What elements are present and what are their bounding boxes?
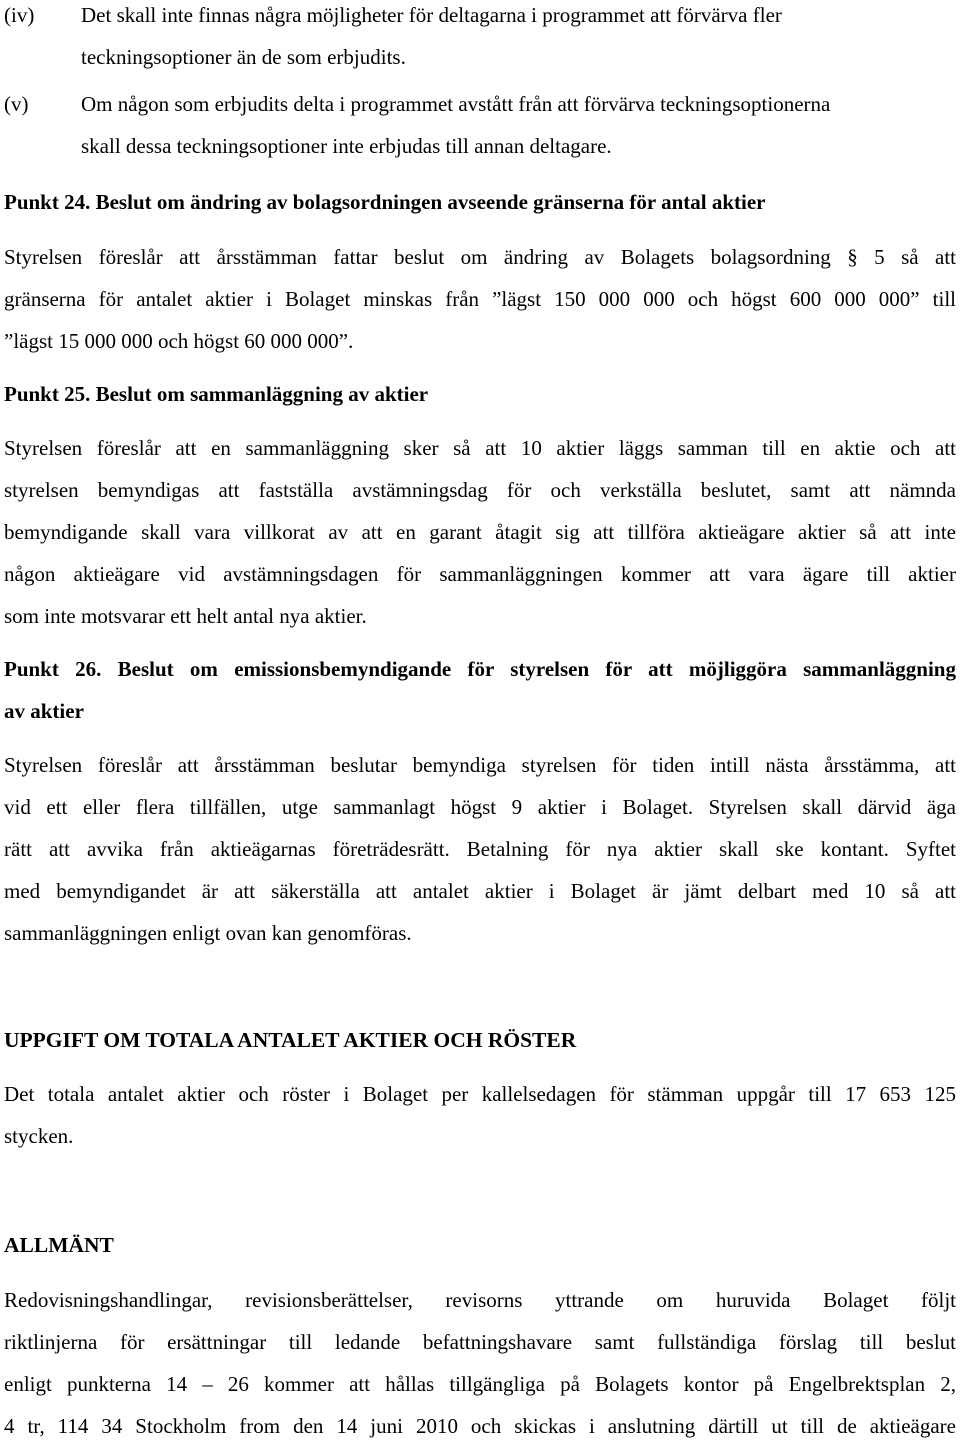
list-line: Om någon som erbjudits delta i programmet avstått från att förvärva teckningsoptionerna	[81, 92, 831, 116]
list-line: Det skall inte finnas några möjligheter för deltagarna i programmet att förvärva fler	[81, 3, 782, 27]
list-marker: (v)	[4, 92, 29, 116]
paragraph-line: någon aktieägare vid avstämningsdagen för sammanläggningen kommer att vara ägare till aktier	[4, 562, 956, 586]
paragraph-line: ”lägst 15 000 000 och högst 60 000 000”.	[4, 329, 354, 353]
paragraph-line: riktlinjerna för ersättningar till ledande befattningshavare samt fullständiga förslag till beslut	[4, 1330, 956, 1354]
paragraph-line: vid ett eller flera tillfällen, utge sammanlagt högst 9 aktier i Bolaget. Styrelsen skall därvid äga	[4, 795, 956, 819]
list-line: skall dessa teckningsoptioner inte erbjudas till annan deltagare.	[81, 134, 612, 158]
punkt-24-heading: Punkt 24. Beslut om ändring av bolagsordningen avseende gränserna för antal aktier	[4, 190, 766, 214]
paragraph-line: bemyndigande skall vara villkorat av att en garant åtagit sig att tillföra aktieägare aktier så att inte	[4, 520, 956, 544]
list-line: teckningsoptioner än de som erbjudits.	[81, 45, 406, 69]
paragraph-line: Redovisningshandlingar, revisionsberättelser, revisorns yttrande om huruvida Bolaget följt	[4, 1288, 956, 1312]
paragraph-line: Styrelsen föreslår att årsstämman fattar beslut om ändring av Bolagets bolagsordning § 5 så att	[4, 245, 956, 269]
paragraph-line: stycken.	[4, 1124, 74, 1148]
punkt-24-body	[4, 236, 956, 362]
paragraph-line: Styrelsen föreslår att en sammanläggning sker så att 10 aktier läggs samman till en aktie och att	[4, 436, 956, 460]
paragraph-line: styrelsen bemyndigas att fastställa avstämningsdag för och verkställa beslutet, samt att nämnda	[4, 478, 956, 502]
paragraph-line: med bemyndigandet är att säkerställa att antalet aktier i Bolaget är jämt delbart med 10 så att	[4, 879, 956, 903]
allmant-body	[4, 1279, 956, 1447]
uppgift-body	[4, 1073, 956, 1157]
punkt-25-heading: Punkt 25. Beslut om sammanläggning av aktier	[4, 382, 429, 406]
list-marker: (iv)	[4, 3, 35, 27]
paragraph-line: Styrelsen föreslår att årsstämman beslutar bemyndiga styrelsen för tiden intill nästa årsstämma, att	[4, 753, 956, 777]
allmant-heading: ALLMÄNT	[4, 1233, 114, 1257]
heading-line: av aktier	[4, 699, 84, 723]
paragraph-line: gränserna för antalet aktier i Bolaget minskas från ”lägst 150 000 000 och högst 600 000 000” till	[4, 287, 956, 311]
list-text	[81, 0, 953, 78]
paragraph-line: 4 tr, 114 34 Stockholm from den 14 juni 2010 och skickas i anslutning därtill ut till de aktieägare	[4, 1414, 956, 1438]
heading-line: Punkt 26. Beslut om emissionsbemyndigande för styrelsen för att möjliggöra sammanläggning	[4, 657, 956, 681]
punkt-26-body	[4, 744, 956, 954]
paragraph-line: rätt att avvika från aktieägarnas företrädesrätt. Betalning för nya aktier skall ske kontant. Syftet	[4, 837, 956, 861]
uppgift-heading: UPPGIFT OM TOTALA ANTALET AKTIER OCH RÖSTER	[4, 1028, 577, 1052]
paragraph-line: Det totala antalet aktier och röster i Bolaget per kallelsedagen för stämman uppgår till 17 653 125	[4, 1082, 956, 1106]
punkt-26-heading	[4, 648, 956, 732]
punkt-25-body	[4, 427, 956, 637]
paragraph-line: som inte motsvarar ett helt antal nya aktier.	[4, 604, 367, 628]
list-text	[81, 83, 953, 167]
paragraph-line: enligt punkterna 14 – 26 kommer att hållas tillgängliga på Bolagets kontor på Engelbrektsplan 2,	[4, 1372, 956, 1396]
paragraph-line: sammanläggningen enligt ovan kan genomföras.	[4, 921, 412, 945]
